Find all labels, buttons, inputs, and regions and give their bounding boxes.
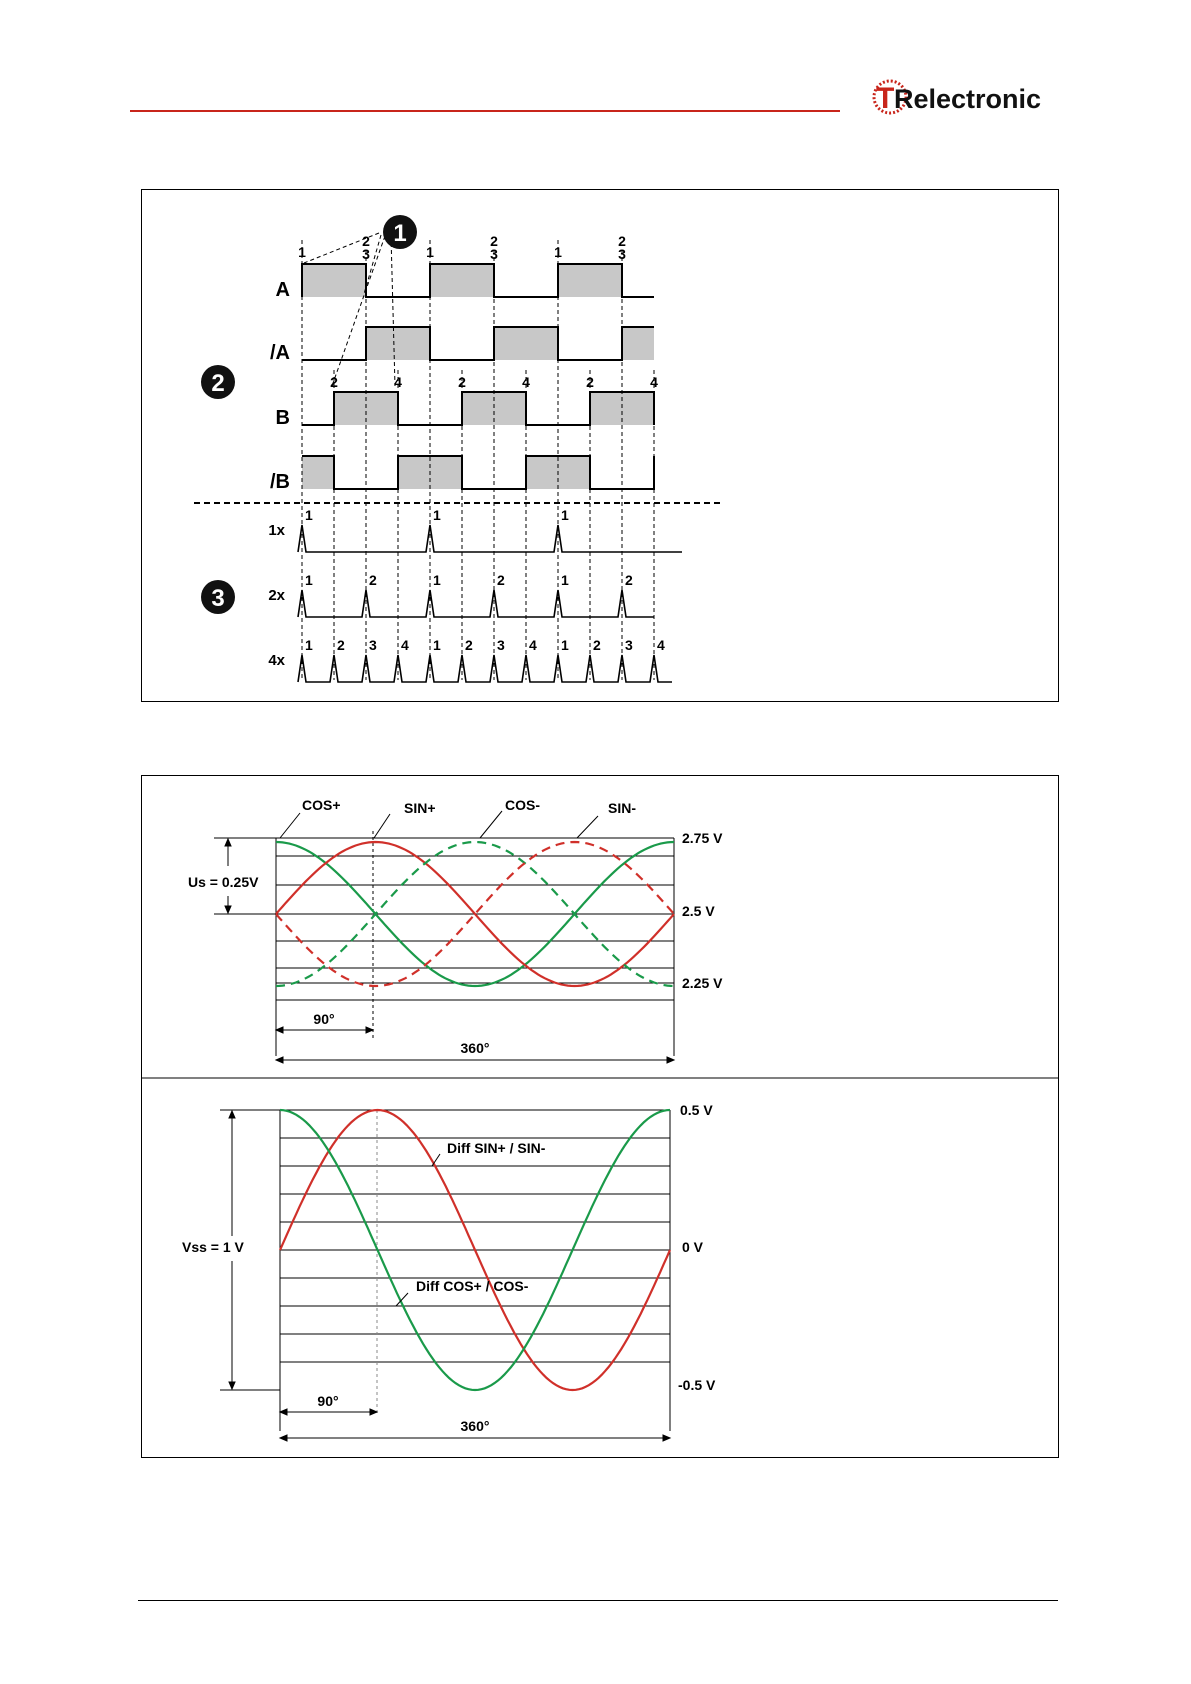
diff-phase-dimension [280, 1409, 377, 1415]
diff-sine-grid [280, 1110, 670, 1431]
shaded-regions [302, 264, 654, 489]
edge-label: 4 [650, 374, 658, 390]
edge-label: 1 [426, 244, 434, 260]
pulse-number: 2 [337, 637, 345, 653]
pulse-number: 4 [401, 637, 409, 653]
pulse-number: 1 [305, 507, 313, 523]
footer-rule [138, 1600, 1058, 1601]
pulse-number: 1 [561, 572, 569, 588]
edge-label: 2 [362, 233, 370, 249]
pulse-number: 1 [433, 637, 441, 653]
logo-text: Relectronic [894, 84, 1042, 114]
pulse-number: 1 [305, 572, 313, 588]
phase-dimension [276, 1027, 373, 1033]
diff-amplitude-label: Vss = 1 V [182, 1239, 244, 1255]
edge-label: 4 [522, 374, 530, 390]
signal-label-a: A [275, 279, 290, 301]
diff-level-label-mid: 0 V [682, 1239, 704, 1255]
edge-label: 1 [554, 244, 562, 260]
series-label-diff-cos: Diff COS+ / COS- [416, 1278, 529, 1294]
header-rule [130, 110, 840, 112]
edge-label: 4 [394, 374, 402, 390]
pulse-train-2x [298, 590, 654, 617]
edge-label: 3 [490, 246, 498, 262]
edge-label: 3 [362, 246, 370, 262]
pulse-number: 2 [625, 572, 633, 588]
diff-level-label-low: -0.5 V [678, 1377, 716, 1393]
pulse-number: 1 [561, 637, 569, 653]
level-label-low: 2.25 V [682, 975, 723, 991]
edge-label: 1 [298, 244, 306, 260]
pulse-number: 1 [561, 507, 569, 523]
callout-1 [383, 215, 417, 249]
signal-a-inverted-waveform [302, 327, 654, 360]
diff-period-dimension [280, 1435, 670, 1441]
level-label-high: 2.75 V [682, 830, 723, 846]
signal-label-b: B [275, 407, 290, 429]
pulse-number: 2 [593, 637, 601, 653]
series-label-cos-plus: COS+ [302, 797, 341, 813]
series-label-diff-sin: Diff SIN+ / SIN- [447, 1140, 546, 1156]
level-label-mid: 2.5 V [682, 903, 715, 919]
pulse-number: 1 [305, 637, 313, 653]
signal-b-inverted-waveform [302, 456, 654, 489]
pulse-number: 3 [497, 637, 505, 653]
edge-label: 2 [618, 233, 626, 249]
signal-label-b-inverted: /B [270, 471, 290, 493]
callout-2-label: 2 [211, 370, 225, 397]
diff-level-label-high: 0.5 V [680, 1102, 713, 1118]
period-label: 360° [460, 1040, 490, 1056]
edge-label: 2 [330, 374, 338, 390]
edge-label: 2 [586, 374, 594, 390]
pulse-number: 3 [369, 637, 377, 653]
pulse-number: 1 [433, 507, 441, 523]
signal-label-a-inverted: /A [270, 342, 290, 364]
edge-label: 2 [490, 233, 498, 249]
pulse-number: 4 [529, 637, 537, 653]
pulse-train-4x [298, 655, 672, 682]
logo-mark: T [876, 82, 895, 115]
pulse-number: 1 [433, 572, 441, 588]
series-label-sin-minus: SIN- [608, 800, 636, 816]
amplitude-label: Us = 0.25V [188, 874, 259, 890]
series-label-sin-plus: SIN+ [404, 800, 436, 816]
phase-label: 90° [313, 1011, 335, 1027]
diff-period-label: 360° [460, 1418, 490, 1434]
tr-electronic-logo [872, 78, 1052, 116]
callout-2 [201, 365, 235, 399]
pulse-number: 4 [657, 637, 665, 653]
pulse-number: 3 [625, 637, 633, 653]
pulse-number: 2 [465, 637, 473, 653]
sine-signal-panel [141, 775, 1059, 1458]
series-label-cos-minus: COS- [505, 797, 540, 813]
period-dimension [276, 1057, 674, 1063]
callout-3-label: 3 [211, 585, 225, 612]
callout-1-label: 1 [393, 220, 407, 247]
timing-diagram-panel [141, 189, 1059, 702]
pulse-train-1x [298, 525, 682, 552]
pulse-label-2x: 2x [268, 587, 285, 604]
diff-phase-label: 90° [317, 1393, 339, 1409]
pulse-label-4x: 4x [268, 652, 285, 669]
callout-3 [201, 580, 235, 614]
edge-label: 2 [458, 374, 466, 390]
pulse-number: 2 [497, 572, 505, 588]
pulse-label-1x: 1x [268, 522, 285, 539]
edge-label: 3 [618, 246, 626, 262]
pulse-number: 2 [369, 572, 377, 588]
